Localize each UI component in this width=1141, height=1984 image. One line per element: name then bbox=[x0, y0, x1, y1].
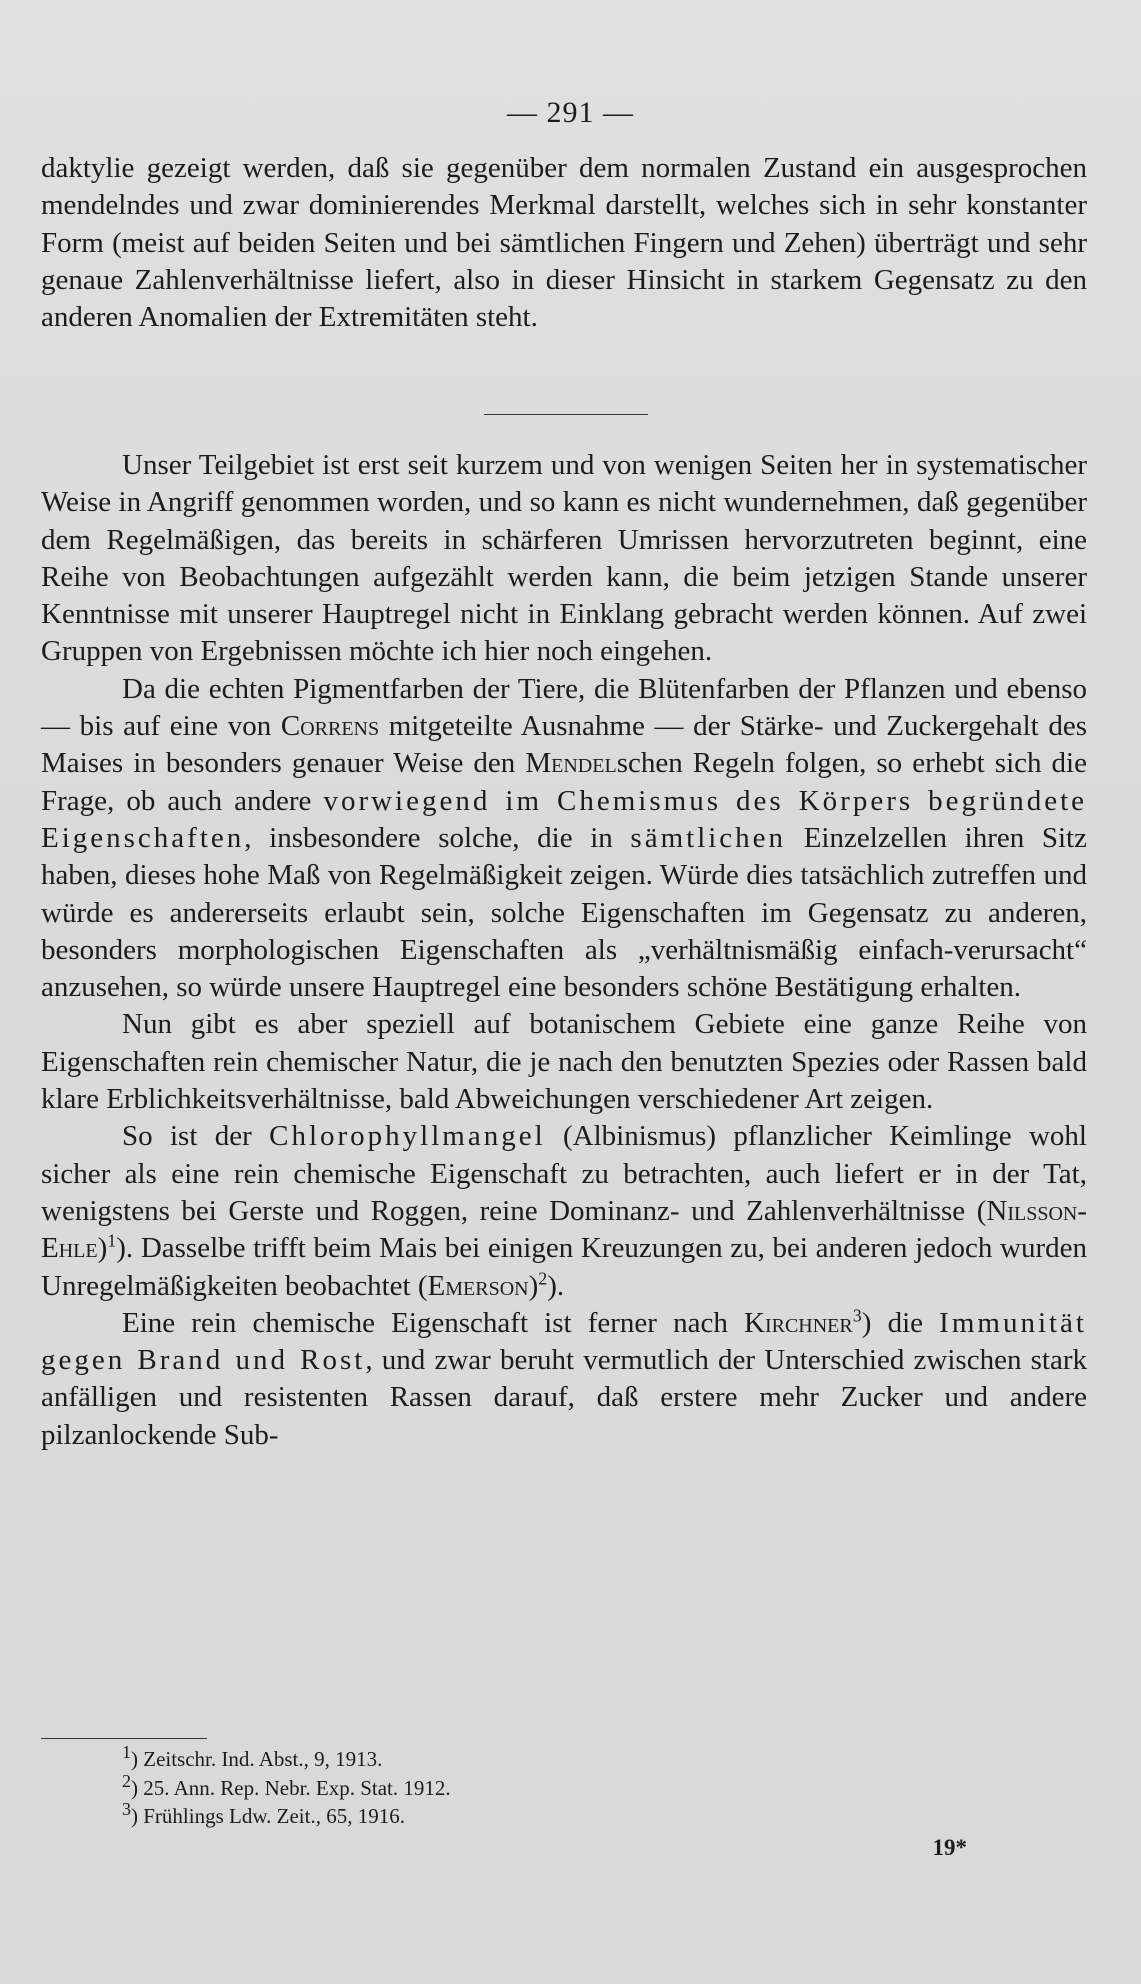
page-number: — 291 — bbox=[507, 96, 634, 129]
author-mendel: Mendel bbox=[525, 747, 617, 780]
paragraph-2-text-2: mitgeteilte Ausnahme — der Stärke- und Zuckergehalt des Maises in besonders genauer Weise den bbox=[41, 710, 1088, 780]
footnote-3-text: ) Frühlings Ldw. Zeit., 65, 1916. bbox=[131, 1804, 405, 1828]
signature-mark: 19* bbox=[932, 1835, 967, 1860]
emphasis-immunitaet: Immunität gegen Brand und Rost bbox=[41, 1306, 1087, 1377]
body-text-main bbox=[41, 447, 1087, 1454]
footnote-2-mark: 2 bbox=[122, 1770, 131, 1791]
emphasis-saemtlichen: sämtlichen bbox=[630, 821, 787, 854]
footnote-2-text: ) 25. Ann. Rep. Nebr. Exp. Stat. 1912. bbox=[131, 1775, 451, 1800]
paragraph-4 bbox=[41, 1118, 1087, 1304]
footnotes bbox=[122, 1742, 451, 1831]
paragraph-5-text-1: Eine rein chemische Eigenschaft ist ferner nach bbox=[122, 1306, 745, 1339]
footnote-ref-2: 2 bbox=[538, 1267, 548, 1288]
paragraph-4-text-2: (Albinismus) pflanzlicher Keimlinge wohl sicher als eine rein chemische Eigenschaft zu betrachten, auch liefert er in der Tat, wenigstens bei Gerste und Roggen, reine Dominanz- und Zahlenverhältnisse ( bbox=[41, 1120, 1087, 1227]
footnote-1 bbox=[122, 1742, 451, 1774]
footnote-3 bbox=[122, 1799, 451, 1831]
paragraph-4-text-3: ) bbox=[97, 1232, 108, 1265]
author-kirchner: Kirchner bbox=[744, 1306, 853, 1339]
paragraph-4-text-6: ). bbox=[547, 1269, 565, 1302]
body-text bbox=[41, 150, 1087, 336]
footnote-3-mark: 3 bbox=[122, 1799, 131, 1819]
paragraph-3: Nun gibt es aber speziell auf botanischem Gebiete eine ganze Reihe von Eigenschaften rein chemischer Natur, die je nach den benutzten Spezies oder Rassen bald klare Erblichkeitsverhältnisse, bald Abweichungen verschiedener Art zeigen. bbox=[41, 1008, 1087, 1116]
author-nilsson-ehle: Nilsson-Ehle bbox=[41, 1194, 1087, 1265]
paragraph-continuation: daktylie gezeigt werden, daß sie gegenüber dem normalen Zustand ein ausgesprochen mendelndes und zwar dominierendes Merkmal darstellt, welches sich in sehr konstanter Form (meist auf beiden Seiten und bei sämtlichen Fingern und Zehen) überträgt und sehr genaue Zahlenverhältnisse liefert, also in dieser Hinsicht in starkem Gegensatz zu den anderen Anomalien der Extremitäten steht. bbox=[41, 152, 1087, 334]
paragraph-4-text-1: So ist der bbox=[122, 1120, 270, 1153]
footnote-1-mark: 1 bbox=[122, 1742, 131, 1762]
section-separator bbox=[484, 414, 648, 415]
emphasis-chemismus: vorwiegend im Chemismus des Körpers begründete Eigenschaften bbox=[41, 784, 1088, 854]
footnote-ref-1: 1 bbox=[107, 1230, 117, 1251]
paragraph-5-text-3: , und zwar beruht vermutlich der Unterschied zwischen stark anfälligen und resistenten Rassen darauf, daß erstere mehr Zucker und andere pilzanlockende Sub- bbox=[41, 1344, 1087, 1451]
footnote-1-text: ) Zeitschr. Ind. Abst., 9, 1913. bbox=[131, 1747, 383, 1771]
emphasis-chlorophyllmangel: Chlorophyllmangel bbox=[269, 1120, 546, 1153]
paragraph-5-text-2: ) die bbox=[861, 1306, 940, 1339]
footnote-ref-3: 3 bbox=[852, 1305, 862, 1326]
paragraph-2-text-4: , insbesondere solche, die in bbox=[244, 821, 631, 854]
paragraph-2-text-3: schen Regeln folgen, so erhebt sich die Frage, ob auch andere bbox=[41, 747, 1087, 817]
paragraph-2-text-1: Da die echten Pigmentfarben der Tiere, die Blütenfarben der Pflanzen und ebenso — bis auf eine von bbox=[41, 672, 1087, 743]
paragraph-4-text-4: ). Dasselbe trifft beim Mais bei einigen Kreuzungen zu, bei anderen jedoch wurden Unregelmäßigkeiten beobachtet ( bbox=[41, 1232, 1087, 1302]
paragraph-1: Unser Teilgebiet ist erst seit kurzem und von wenigen Seiten her in systematischer Weise in Angriff genommen worden, und so kann es nicht wundernehmen, daß gegenüber dem Regelmäßigen, das bereits in schärferen Umrissen hervorzutreten beginnt, eine Reihe von Beobachtungen aufgezählt werden kann, die beim jetzigen Stande unserer Kenntnisse mit unserer Hauptregel nicht in Einklang gebracht werden können. Auf zwei Gruppen von Ergebnissen möchte ich hier noch eingehen. bbox=[41, 449, 1087, 668]
author-correns: Correns bbox=[280, 710, 380, 743]
paragraph-2 bbox=[41, 671, 1087, 1007]
footnote-rule bbox=[41, 1738, 207, 1739]
paragraph-5 bbox=[41, 1305, 1087, 1454]
author-emerson: Emerson bbox=[427, 1269, 529, 1302]
footnote-2 bbox=[122, 1770, 451, 1803]
paragraph-4-text-5: ) bbox=[528, 1269, 539, 1302]
paragraph-2-text-5: Einzelzellen ihren Sitz haben, dieses hohe Maß von Regelmäßigkeit zeigen. Würde dies tatsächlich zutreffen und würde es andererseits erlaubt sein, solche Eigenschaften im Gegensatz zu anderen, besonders morphologischen Eigenschaften als „verhältnismäßig einfach-verursacht“ anzusehen, so würde unsere Hauptregel eine besonders schöne Bestätigung erhalten. bbox=[41, 821, 1087, 1004]
